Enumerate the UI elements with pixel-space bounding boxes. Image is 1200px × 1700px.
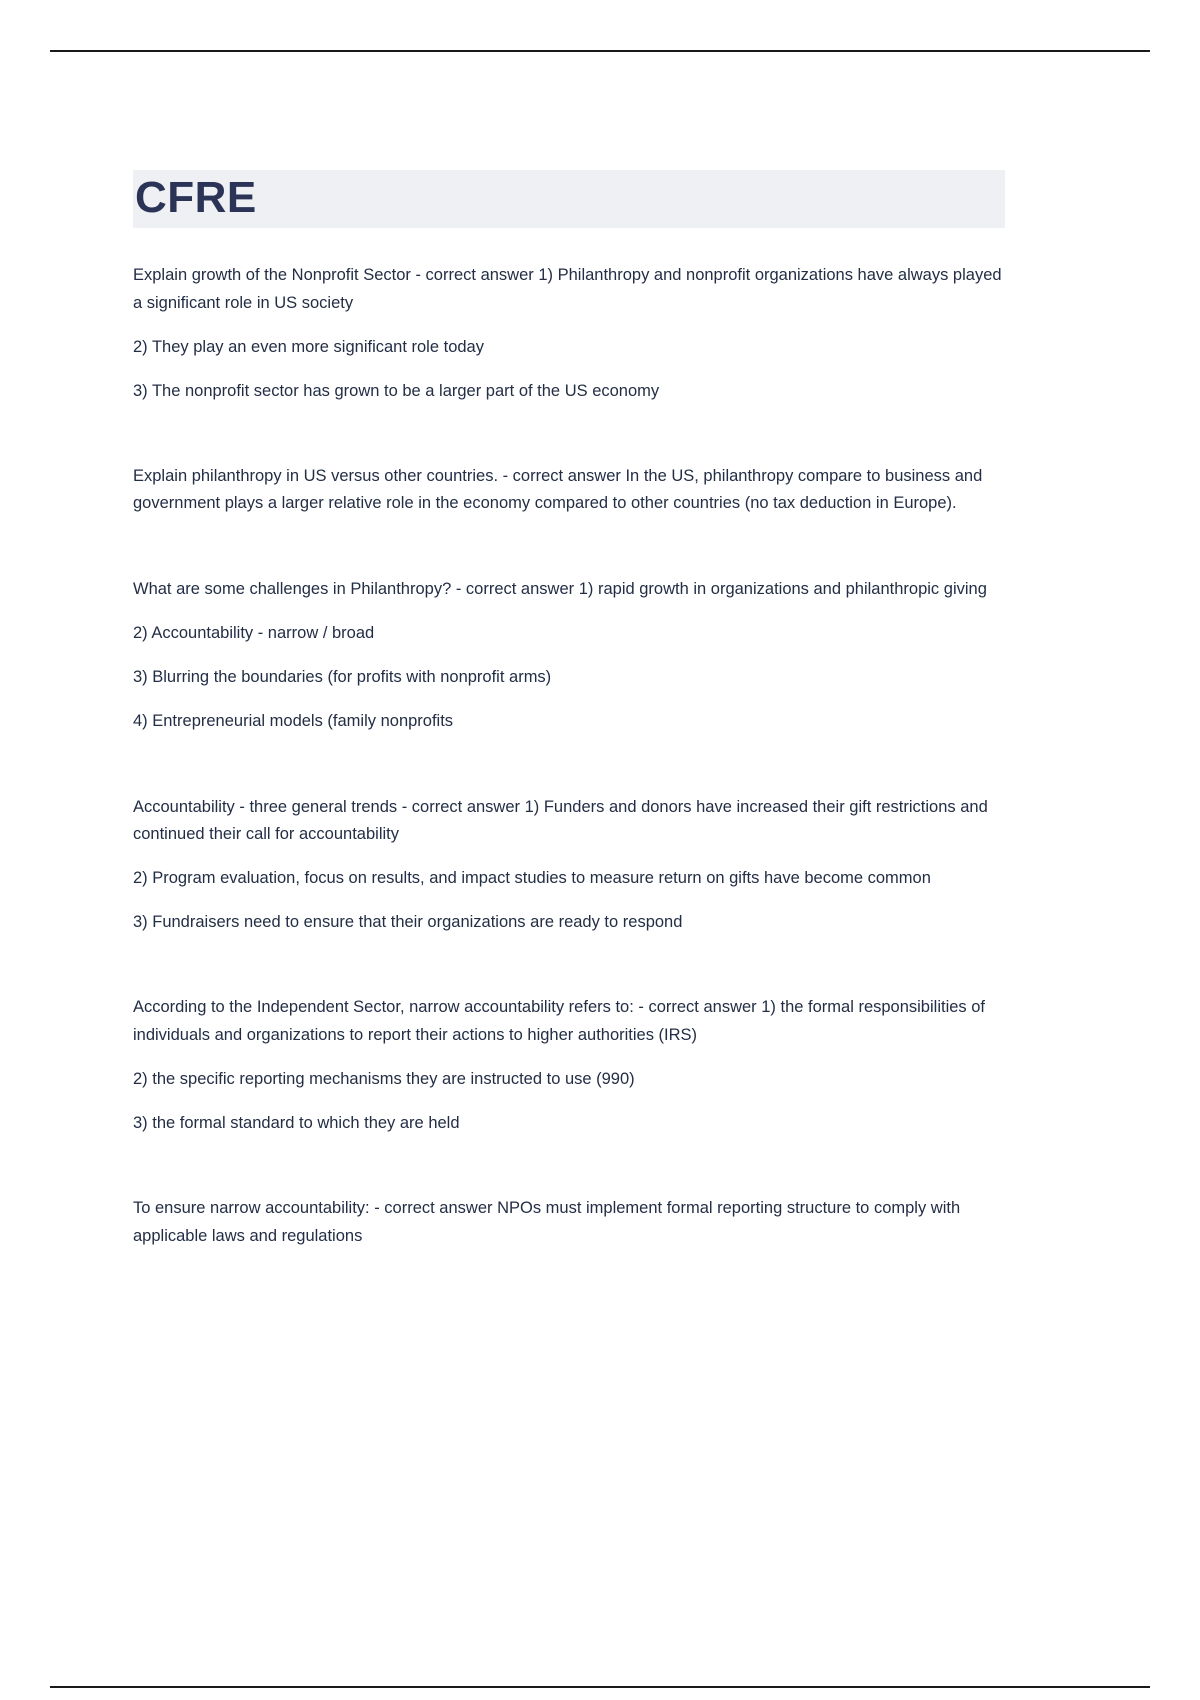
bottom-divider — [50, 1686, 1150, 1688]
qa-block — [133, 576, 1005, 736]
paragraph: What are some challenges in Philanthropy? - correct answer 1) rapid growth in organizations and philanthropic giving — [133, 579, 987, 598]
paragraph: Explain philanthropy in US versus other countries. - correct answer In the US, philanthropy compare to business and government plays a larger relative role in the economy compared to other countries (no tax deduction in Europe). — [133, 467, 983, 513]
paragraph: 2) the specific reporting mechanisms they are instructed to use (990) — [133, 1069, 635, 1088]
paragraph: 4) Entrepreneurial models (family nonprofits — [133, 712, 454, 731]
paragraph: 2) They play an even more significant role today — [133, 337, 484, 356]
paragraph: According to the Independent Sector, narrow accountability refers to: - correct answer 1) the formal responsibilities of individuals and organizations to report their actions to higher authorities (IRS) — [133, 998, 986, 1044]
title-bar — [133, 170, 1005, 228]
qa-block — [133, 262, 1005, 405]
paragraph: 2) Accountability - narrow / broad — [133, 623, 375, 642]
paragraph: 3) the formal standard to which they are held — [133, 1114, 460, 1133]
paragraph: 3) The nonprofit sector has grown to be a larger part of the US economy — [133, 382, 660, 401]
page-title: CFRE — [135, 173, 257, 222]
qa-block — [133, 794, 1005, 937]
document-content — [133, 170, 1005, 1308]
qa-blocks — [133, 262, 1005, 1249]
paragraph: Accountability - three general trends - correct answer 1) Funders and donors have increased their gift restrictions and continued their call for accountability — [133, 797, 988, 843]
paragraph: 3) Fundraisers need to ensure that their organizations are ready to respond — [133, 913, 683, 932]
paragraph: To ensure narrow accountability: - correct answer NPOs must implement formal reporting structure to comply with applicable laws and regulations — [133, 1199, 961, 1245]
qa-block — [133, 994, 1005, 1137]
qa-block — [133, 463, 1005, 517]
paragraph: Explain growth of the Nonprofit Sector - correct answer 1) Philanthropy and nonprofit organizations have always played a significant role in US society — [133, 266, 1002, 312]
qa-block — [133, 1195, 1005, 1249]
top-divider — [50, 50, 1150, 52]
paragraph: 2) Program evaluation, focus on results, and impact studies to measure return on gifts have become common — [133, 869, 931, 888]
paragraph: 3) Blurring the boundaries (for profits with nonprofit arms) — [133, 668, 552, 687]
